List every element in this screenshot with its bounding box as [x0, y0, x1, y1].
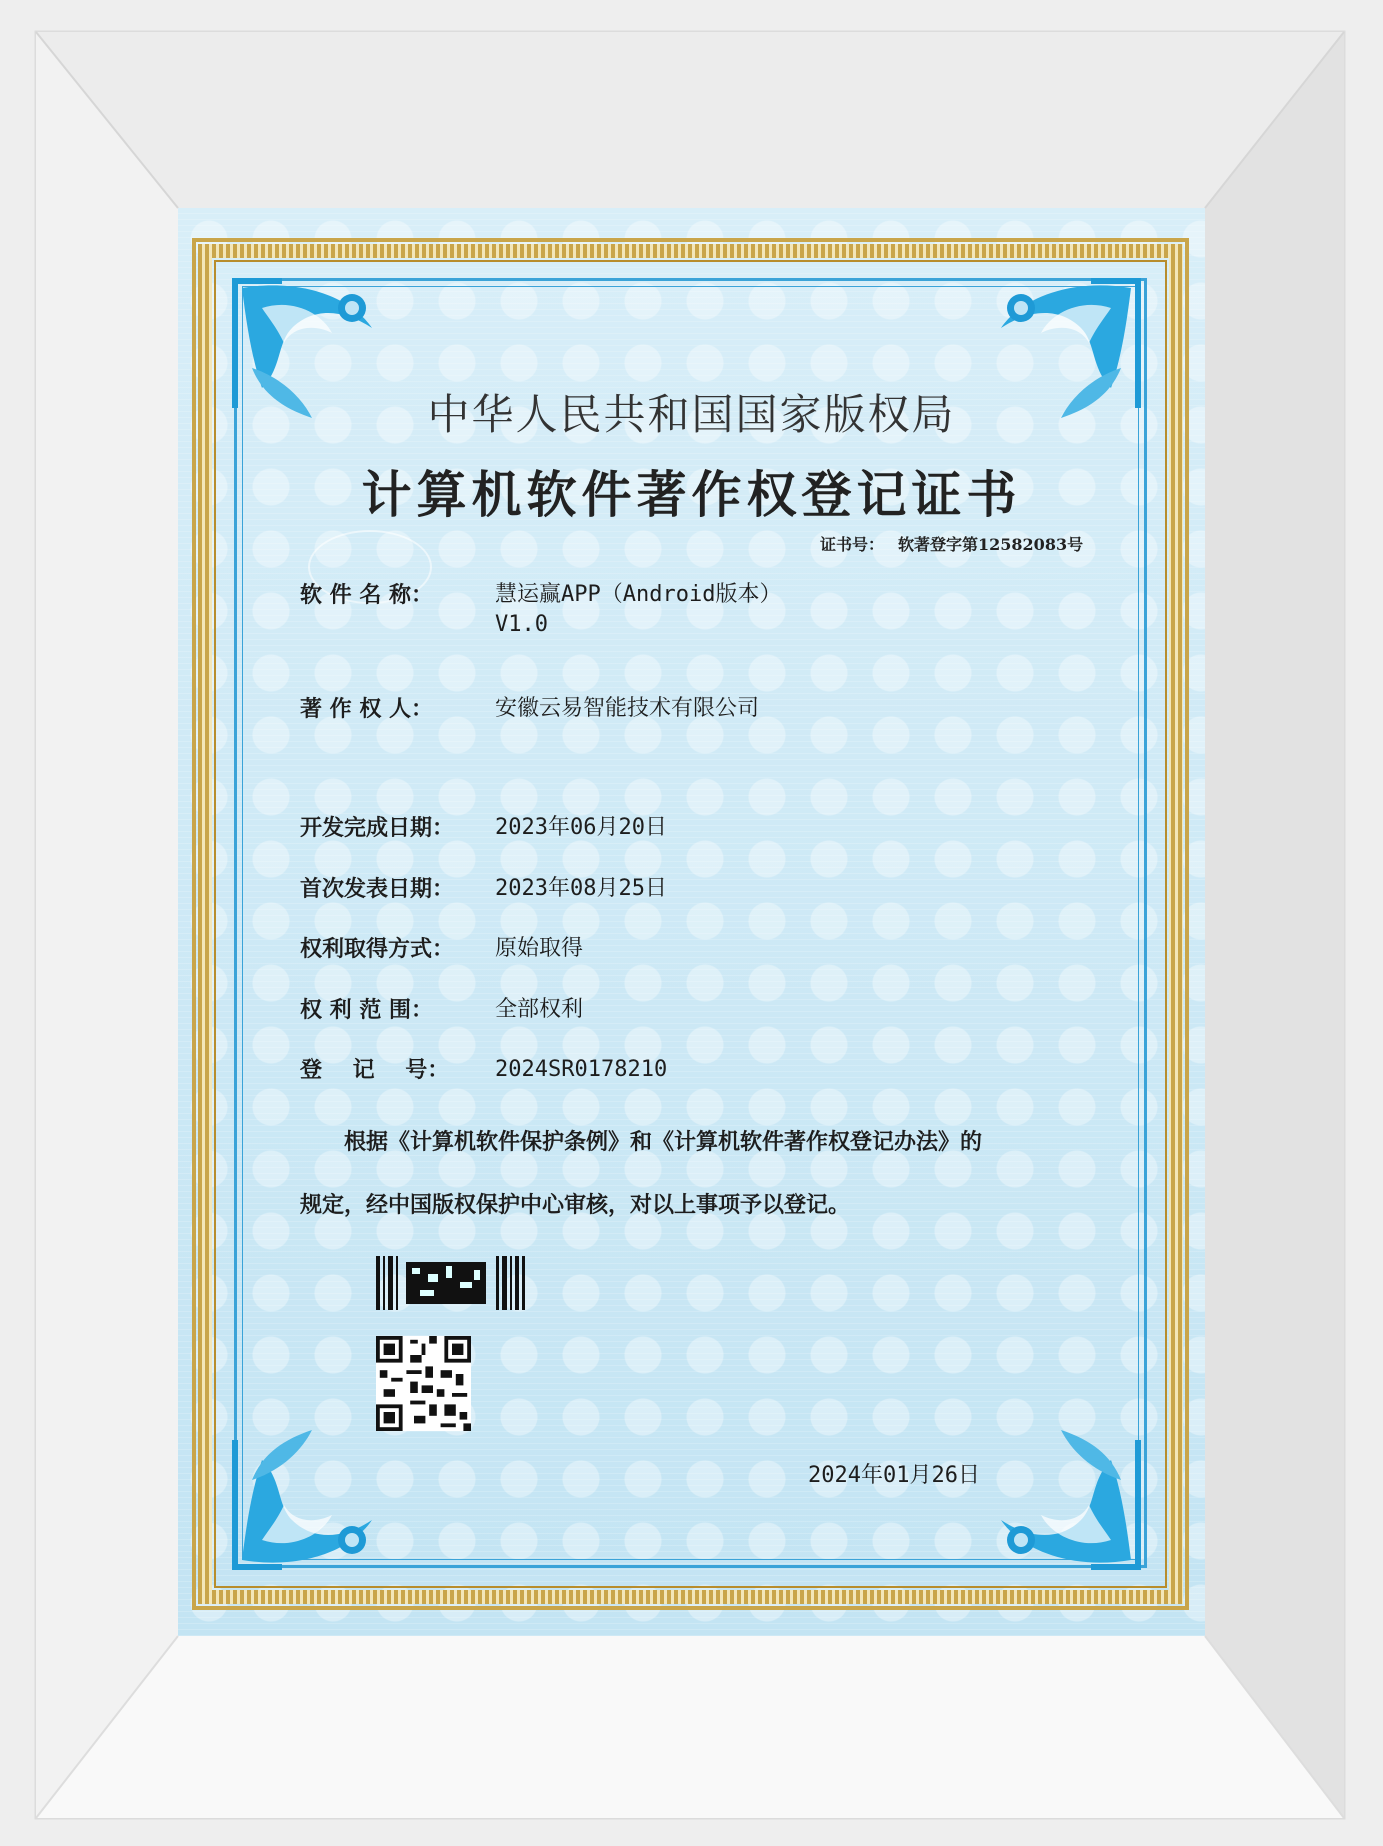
rights-scope-label: 权 利 范 围：	[300, 997, 433, 1023]
issue-date: 2024年01月26日	[808, 1463, 980, 1488]
copyright-owner-label: 著 作 权 人：	[300, 696, 433, 722]
corner-ornament-bottom-right	[951, 1420, 1151, 1580]
software-name-label: 软 件 名 称：	[300, 582, 433, 608]
statement-line1: 根据《计算机软件保护条例》和《计算机软件著作权登记办法》的	[344, 1129, 983, 1155]
statement-line2: 规定，经中国版权保护中心审核，对以上事项予以登记。	[300, 1192, 851, 1218]
dev-complete-date-value: 2023年06月20日	[495, 815, 667, 840]
acquisition-method-value: 原始取得	[495, 936, 584, 961]
registration-no-label: 登 记 号：	[300, 1057, 450, 1083]
barcode	[376, 1256, 528, 1310]
field-rights-scope	[300, 995, 583, 1025]
first-publish-date-label: 首次发表日期：	[300, 876, 455, 902]
certificate-number-value: 软著登字第12582083号	[898, 535, 1084, 554]
field-acquisition-method	[300, 934, 583, 964]
corner-ornament-bottom-left	[222, 1420, 422, 1580]
acquisition-method-label: 权利取得方式：	[300, 936, 455, 962]
rights-scope-value: 全部权利	[495, 997, 584, 1022]
registration-no-value: 2024SR0178210	[495, 1057, 668, 1082]
field-dev-complete-date	[300, 813, 667, 843]
field-software-name	[300, 580, 781, 640]
agency-heading: 中华人民共和国国家版权局	[427, 390, 956, 439]
software-name-line1: 慧运赢APP（Android版本）	[495, 582, 782, 607]
qr-code	[376, 1336, 471, 1431]
first-publish-date-value: 2023年08月25日	[495, 876, 667, 901]
field-copyright-owner	[300, 694, 759, 724]
dev-complete-date-label: 开发完成日期：	[300, 815, 455, 841]
certificate-title: 计算机软件著作权登记证书	[361, 465, 1022, 524]
field-registration-no	[300, 1055, 667, 1085]
copyright-owner-value: 安徽云易智能技术有限公司	[495, 696, 760, 721]
certificate-number-label: 证书号：	[820, 535, 885, 554]
certificate-number	[820, 532, 1097, 555]
software-name-value	[495, 580, 781, 640]
field-first-publish-date	[300, 874, 667, 904]
software-name-line2: V1.0	[495, 612, 548, 637]
